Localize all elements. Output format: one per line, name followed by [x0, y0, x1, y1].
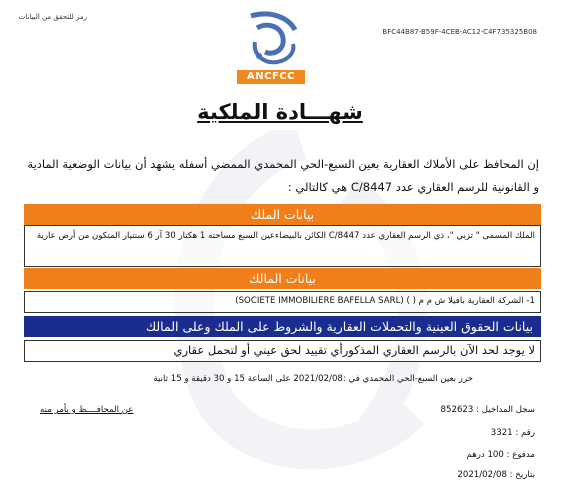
- intro-paragraph: إن المحافظ على الأملاك العقارية بعين السبع-الحي المحمدي الممضي أسفله يشهد أن بيانات الوضعية المادية و القانونية للرسم العقاري عدد C/8447 هي كالتالي :: [27, 157, 539, 194]
- owner-heading: بيانات المالك: [24, 268, 541, 289]
- logo-mark-icon: [237, 8, 305, 68]
- verification-label: رمز للتحقق من البيانات: [18, 13, 87, 21]
- registry-date: بتاريخ : 2021/02/08: [457, 470, 535, 480]
- ancfcc-logo: [237, 8, 305, 84]
- logo-text: ANCFCC: [237, 70, 305, 84]
- owner-text: 1- الشركة العقارية بافيلا ش م م ( ) (SOCIETE IMMOBILIERE BAFELLA SARL): [235, 296, 535, 306]
- property-heading: بيانات الملك: [24, 204, 541, 225]
- signature-label: عن المحافــــظ و بأمر منه: [40, 405, 134, 415]
- registry-entries: سجل المداخيل : 852623: [440, 405, 535, 415]
- registry-paid: مدفوع : 100 درهم: [466, 450, 535, 460]
- rights-text: لا يوجد لحد الآن بالرسم العقاري المذكورأي تقييد لحق عيني أو لتحمل عقاري: [173, 343, 535, 357]
- verification-code: BFC44B87-B59F-4CEB-AC12-C4F735325B08: [382, 28, 537, 36]
- owner-box: [24, 291, 541, 313]
- rights-box: [24, 340, 541, 362]
- registry-number: رقم : 3321: [490, 428, 535, 438]
- property-text: الملك المسمى " تزبي "، ذي الرسم العقاري عدد C/8447 الكائن بالبيضاءعين السبع مساحته 1 هكتار 30 آر 6 سنتيار المتكون من أرض عارية: [36, 231, 535, 241]
- issued-line: حرر بعين السبع-الحي المحمدي في :2021/02/08 على الساعة 15 و 30 دقيقة و 15 ثانية: [153, 374, 473, 384]
- rights-heading: بيانات الحقوق العينية والتحملات العقارية والشروط على الملك وعلى المالك: [24, 316, 541, 337]
- property-box: [24, 225, 541, 267]
- page-title: شهـــادة الملكية: [197, 100, 363, 124]
